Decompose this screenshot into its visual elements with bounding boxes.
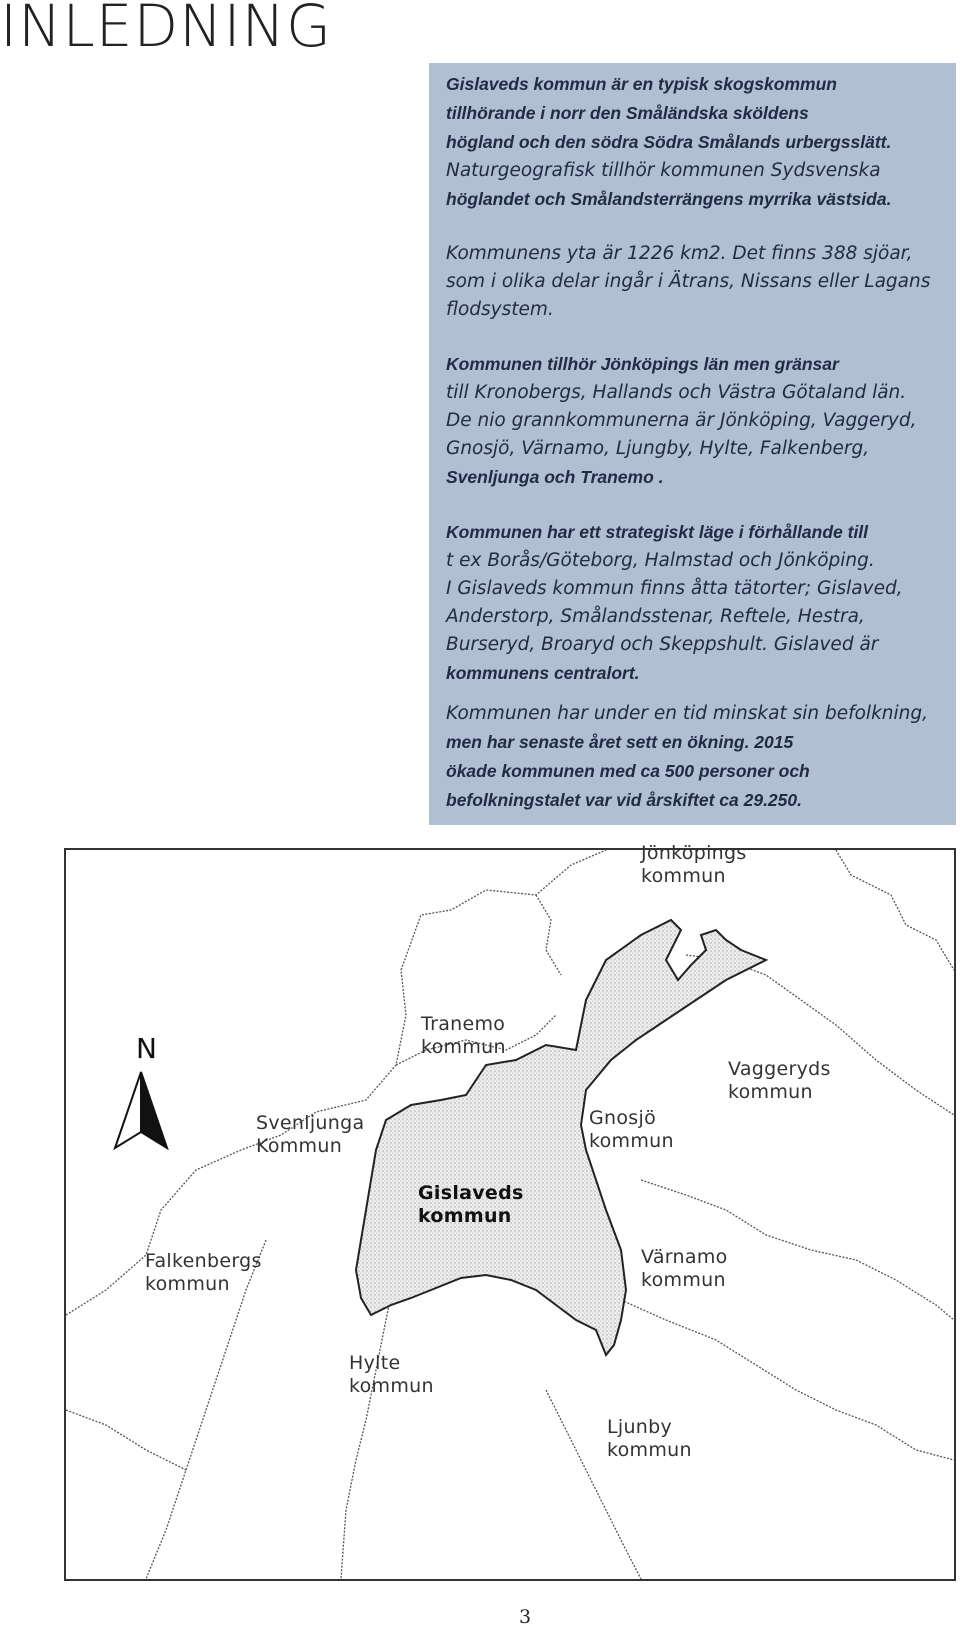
text-line: kommunens centralort.: [446, 663, 640, 683]
north-label: N: [136, 1032, 157, 1065]
text-line: Anderstorp, Smålandsstenar, Reftele, Hestra,: [446, 606, 865, 627]
text-line: Kommunen har ett strategiskt läge i förhållande till: [446, 522, 869, 542]
text-line: högland och den södra Södra Smålands urbergsslätt.: [446, 132, 892, 152]
paragraph-geography: [446, 70, 936, 214]
label-ljungby: Ljunby kommun: [607, 1416, 692, 1461]
text-line: flodsystem.: [446, 299, 554, 320]
text-line: Svenljunga och Tranemo .: [446, 467, 664, 487]
label-jonkoping: Jönköpings kommun: [641, 842, 747, 887]
label-hylte: Hylte kommun: [349, 1352, 434, 1397]
label-gnosjo: Gnosjö kommun: [589, 1107, 674, 1152]
text-line: ökade kommunen med ca 500 personer och: [446, 761, 810, 781]
label-vaggeryd: Vaggeryds kommun: [728, 1058, 831, 1103]
paragraph-area: [446, 240, 936, 324]
text-line: Kommunen tillhör Jönköpings län men gränsar: [446, 354, 839, 374]
paragraph-location: [446, 518, 936, 688]
label-svenljunga: Svenljunga Kommun: [256, 1112, 365, 1157]
text-line: Gnosjö, Värnamo, Ljungby, Hylte, Falkenberg,: [446, 438, 870, 459]
text-line: Gislaveds kommun är en typisk skogskommun: [446, 74, 837, 94]
text-line: Burseryd, Broaryd och Skeppshult. Gislaved är: [446, 634, 879, 655]
text-line: höglandet och Smålandsterrängens myrrika västsida.: [446, 189, 892, 209]
label-varnamo: Värnamo kommun: [641, 1246, 728, 1291]
text-line: Kommunen har under en tid minskat sin befolkning,: [446, 703, 929, 724]
label-tranemo: Tranemo kommun: [421, 1013, 506, 1058]
text-line: till Kronobergs, Hallands och Västra Götaland län.: [446, 382, 907, 403]
text-line: Kommunens yta är 1226 km2. Det finns 388 sjöar,: [446, 243, 913, 264]
paragraph-population: [446, 700, 936, 815]
text-line: Naturgeografisk tillhör kommunen Sydsvenska: [446, 160, 881, 181]
label-falkenberg: Falkenbergs kommun: [145, 1250, 262, 1295]
text-line: tillhörande i norr den Småländska sköldens: [446, 103, 809, 123]
text-line: De nio grannkommunerna är Jönköping, Vaggeryd,: [446, 410, 917, 431]
municipality-map: [64, 842, 956, 1581]
text-line: t ex Borås/Göteborg, Halmstad och Jönköping.: [446, 550, 875, 571]
paragraph-neighbours: [446, 350, 936, 492]
page-heading: INLEDNING: [0, 0, 332, 60]
intro-text-box: [429, 63, 956, 825]
north-arrow-icon: [115, 1072, 167, 1148]
text-line: I Gislaveds kommun finns åtta tätorter; Gislaved,: [446, 578, 903, 599]
text-line: men har senaste året sett en ökning. 2015: [446, 732, 794, 752]
text-line: som i olika delar ingår i Ätrans, Nissans eller Lagans: [446, 271, 931, 292]
text-line: befolkningstalet var vid årskiftet ca 29.250.: [446, 790, 802, 810]
label-gislaved: Gislaveds kommun: [418, 1182, 524, 1227]
page-number: 3: [519, 1606, 532, 1628]
